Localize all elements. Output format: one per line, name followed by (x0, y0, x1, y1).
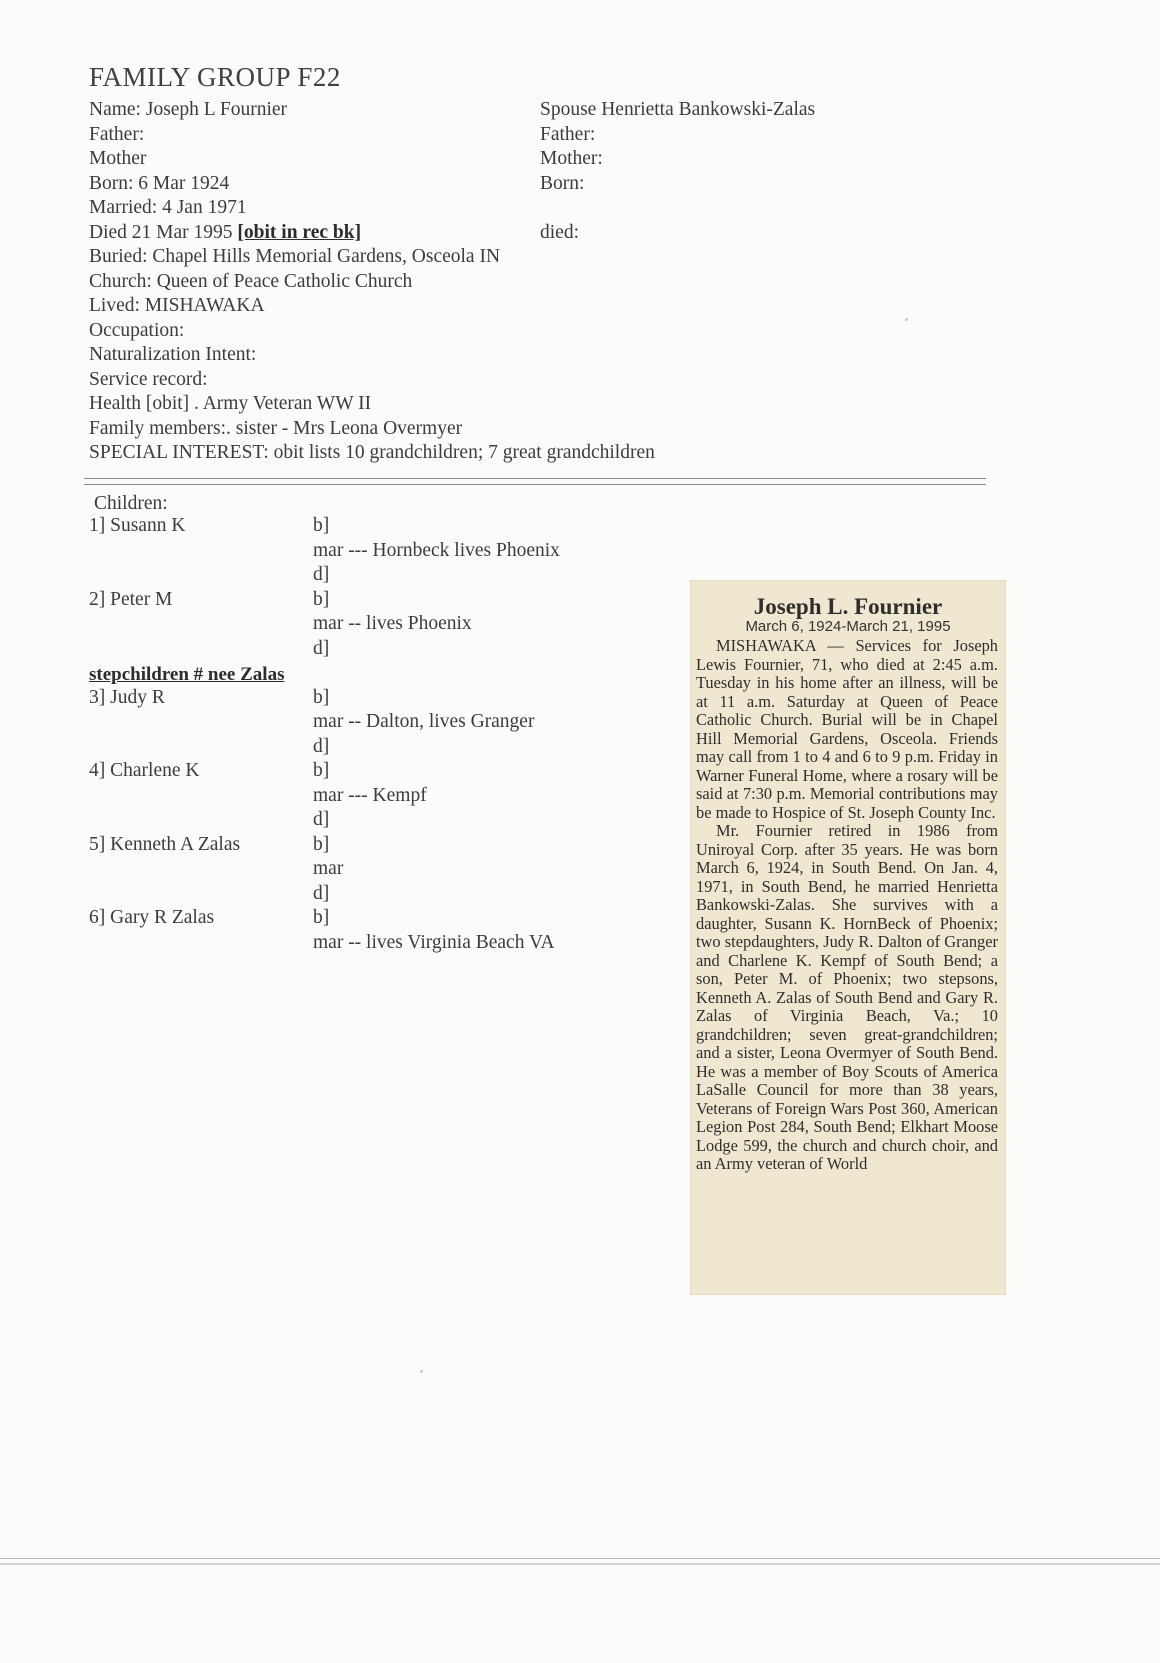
married-line: Married: 4 Jan 1971 (89, 197, 247, 218)
child-2-married: mar -- lives Phoenix (313, 613, 472, 634)
obit-note: [obit in rec bk] (237, 221, 362, 243)
obituary-paragraph-2: Mr. Fournier retired in 1986 from Uniroyal Corp. after 35 years. He was born March 6, 1924, in South Bend. On Jan. 4, 1971, in South Bend, he married Henrietta Bankowski-Zalas. She survives with a daughter, Susann K. HornBeck of Phoenix; two stepdaughters, Judy R. Dalton of Granger and Charlene K. Kempf of South Bend; a son, Peter M. of Phoenix; two stepsons, Kenneth A. Zalas of South Bend and Gary R. Zalas of Virginia Beach, Va.; 10 grandchildren; seven great-grandchildren; and a sister, Leona Overmyer of South Bend. He was a member of Boy Scouts of America LaSalle Council for more than 38 years, Veterans of Foreign Wars Post 360, American Legion Post 284, South Bend; Elkhart Moose Lodge 599, the church and church choir, and an Army veteran of World (696, 821, 998, 1173)
child-2-name: 2] Peter M (89, 589, 173, 610)
spouse-born-line: Born: (540, 172, 585, 194)
spouse-mother-line: Mother: (540, 148, 603, 169)
section-divider (84, 478, 986, 485)
mother-line: Mother (89, 148, 147, 169)
spouse-blank-line (540, 196, 815, 221)
page-bottom-edge (0, 1558, 1160, 1565)
child-5-married: mar (313, 858, 344, 879)
child-1-born: b] (313, 515, 330, 536)
child-1-died: d] (313, 564, 330, 585)
child-6-married: mar -- lives Virginia Beach VA (313, 932, 555, 953)
spouse-father-line: Father: (540, 123, 596, 145)
child-5-died: d] (313, 883, 330, 904)
paper-speck (905, 318, 908, 321)
child-4-died: d] (313, 809, 330, 830)
child-4-married: mar --- Kempf (313, 785, 427, 806)
child-6-name: 6] Gary R Zalas (89, 907, 215, 928)
child-4-born: b] (313, 760, 330, 781)
spouse-details (540, 98, 815, 245)
obituary-paragraph-1: MISHAWAKA — Services for Joseph Lewis Fournier, 71, who died at 2:45 a.m. Tuesday in his home after an illness, will be at 11 a.m. Saturday at Queen of Peace Catholic Church. Burial will be in Chapel Hill Memorial Gardens, Osceola. Friends may call from 1 to 4 and 6 to 9 p.m. Friday in Warner Funeral Home, where a rosary will be said at 7:30 p.m. Memorial contributions may be made to Hospice of St. Joseph County Inc. (696, 636, 998, 822)
child-1-married: mar --- Hornbeck lives Phoenix (313, 540, 560, 561)
child-1-name: 1] Susann K (89, 515, 186, 536)
born-line: Born: 6 Mar 1924 (89, 172, 230, 194)
lived-line: Lived: MISHAWAKA (89, 295, 265, 316)
name-line: Name: Joseph L Fournier (89, 99, 288, 120)
obituary-title: Joseph L. Fournier (753, 594, 943, 619)
child-3-married: mar -- Dalton, lives Granger (313, 711, 535, 732)
buried-line: Buried: Chapel Hills Memorial Gardens, Osceola IN (89, 246, 501, 267)
spouse-died-line: died: (540, 221, 579, 243)
page-title: FAMILY GROUP F22 (89, 62, 341, 92)
child-5-born: b] (313, 834, 330, 855)
child-2-died: d] (313, 638, 330, 659)
child-4-name: 4] Charlene K (89, 760, 200, 781)
child-6-born: b] (313, 907, 330, 928)
service-record-line: Service record: (89, 368, 208, 390)
spouse-line: Spouse Henrietta Bankowski-Zalas (540, 99, 816, 120)
children-label: Children: (94, 493, 168, 514)
died-date: Died 21 Mar 1995 (89, 221, 233, 243)
paper-speck (420, 1370, 423, 1373)
child-2-born: b] (313, 589, 330, 610)
family-members-line: Family members:. sister - Mrs Leona Overmyer (89, 417, 463, 439)
father-line: Father: (89, 123, 145, 145)
child-3-name: 3] Judy R (89, 687, 165, 708)
naturalization-line: Naturalization Intent: (89, 344, 257, 365)
child-3-born: b] (313, 687, 330, 708)
occupation-line: Occupation: (89, 319, 185, 341)
stepchildren-label: stepchildren # nee Zalas (89, 664, 285, 685)
church-line: Church: Queen of Peace Catholic Church (89, 270, 413, 292)
obituary-dates: March 6, 1924-March 21, 1995 (745, 618, 951, 635)
health-line: Health [obit] . Army Veteran WW II (89, 393, 372, 414)
child-5-name: 5] Kenneth A Zalas (89, 834, 241, 855)
child-3-died: d] (313, 736, 330, 757)
special-interest-line: SPECIAL INTEREST: obit lists 10 grandchildren; 7 great grandchildren (89, 442, 655, 463)
obituary-text (696, 637, 998, 1174)
